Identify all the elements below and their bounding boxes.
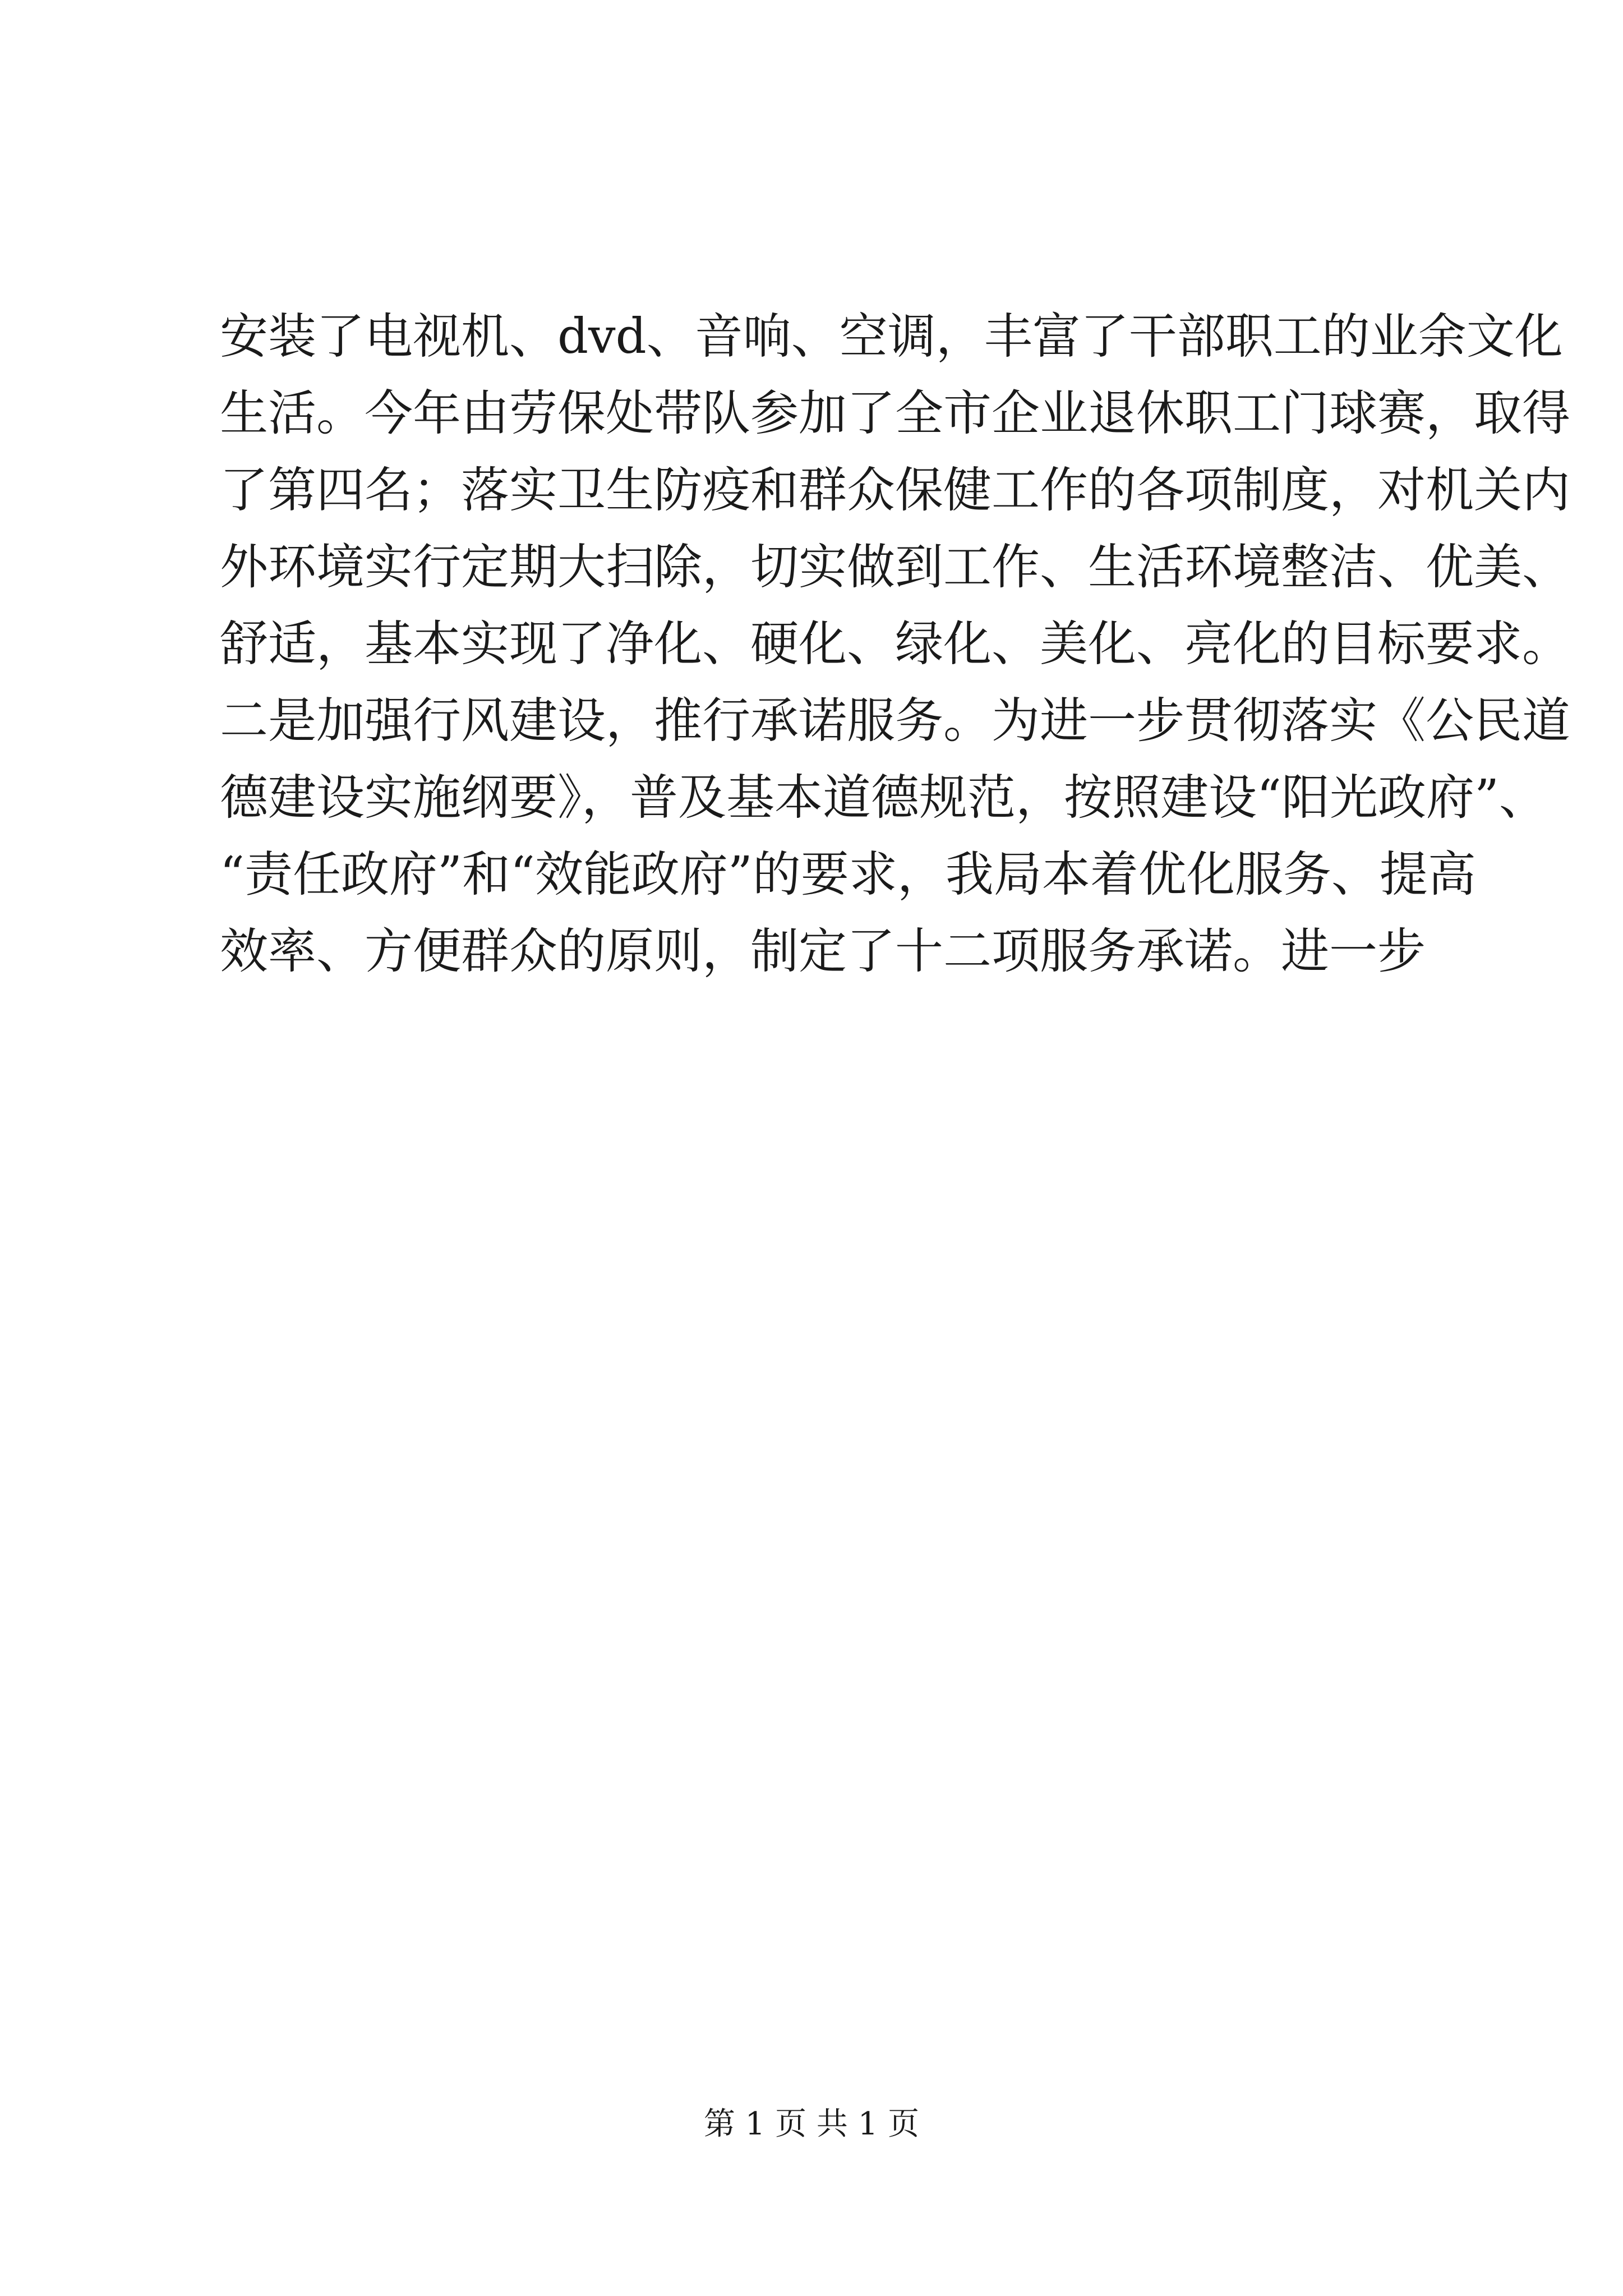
text-line: 德建设实施纲要》，普及基本道德规范，按照建设“阳光政府”、 xyxy=(220,770,1547,826)
text-line: “责任政府”和“效能政府”的要求，我局本着优化服务、提高 xyxy=(220,846,1476,903)
text-line: 安装了电视机、dvd、音响、空调，丰富了干部职工的业余文化 xyxy=(220,309,1563,365)
text-line: 舒适，基本实现了净化、硬化、绿化、美化、亮化的目标要求。 xyxy=(220,616,1570,672)
text-line: 外环境实行定期大扫除，切实做到工作、生活环境整洁、优美、 xyxy=(220,539,1570,595)
page-number-footer: 第 1 页 共 1 页 xyxy=(703,2106,920,2142)
body-paragraph xyxy=(220,298,1570,990)
text-line: 二是加强行风建设，推行承诺服务。为进一步贯彻落实《公民道 xyxy=(220,693,1570,749)
text-line: 生活。今年由劳保处带队参加了全市企业退休职工门球赛，取得 xyxy=(220,385,1570,441)
text-line: 效率、方便群众的原则，制定了十二项服务承诺。进一步 xyxy=(220,923,1426,979)
text-line: 了第四名；落实卫生防疫和群众保健工作的各项制度，对机关内 xyxy=(220,462,1570,518)
